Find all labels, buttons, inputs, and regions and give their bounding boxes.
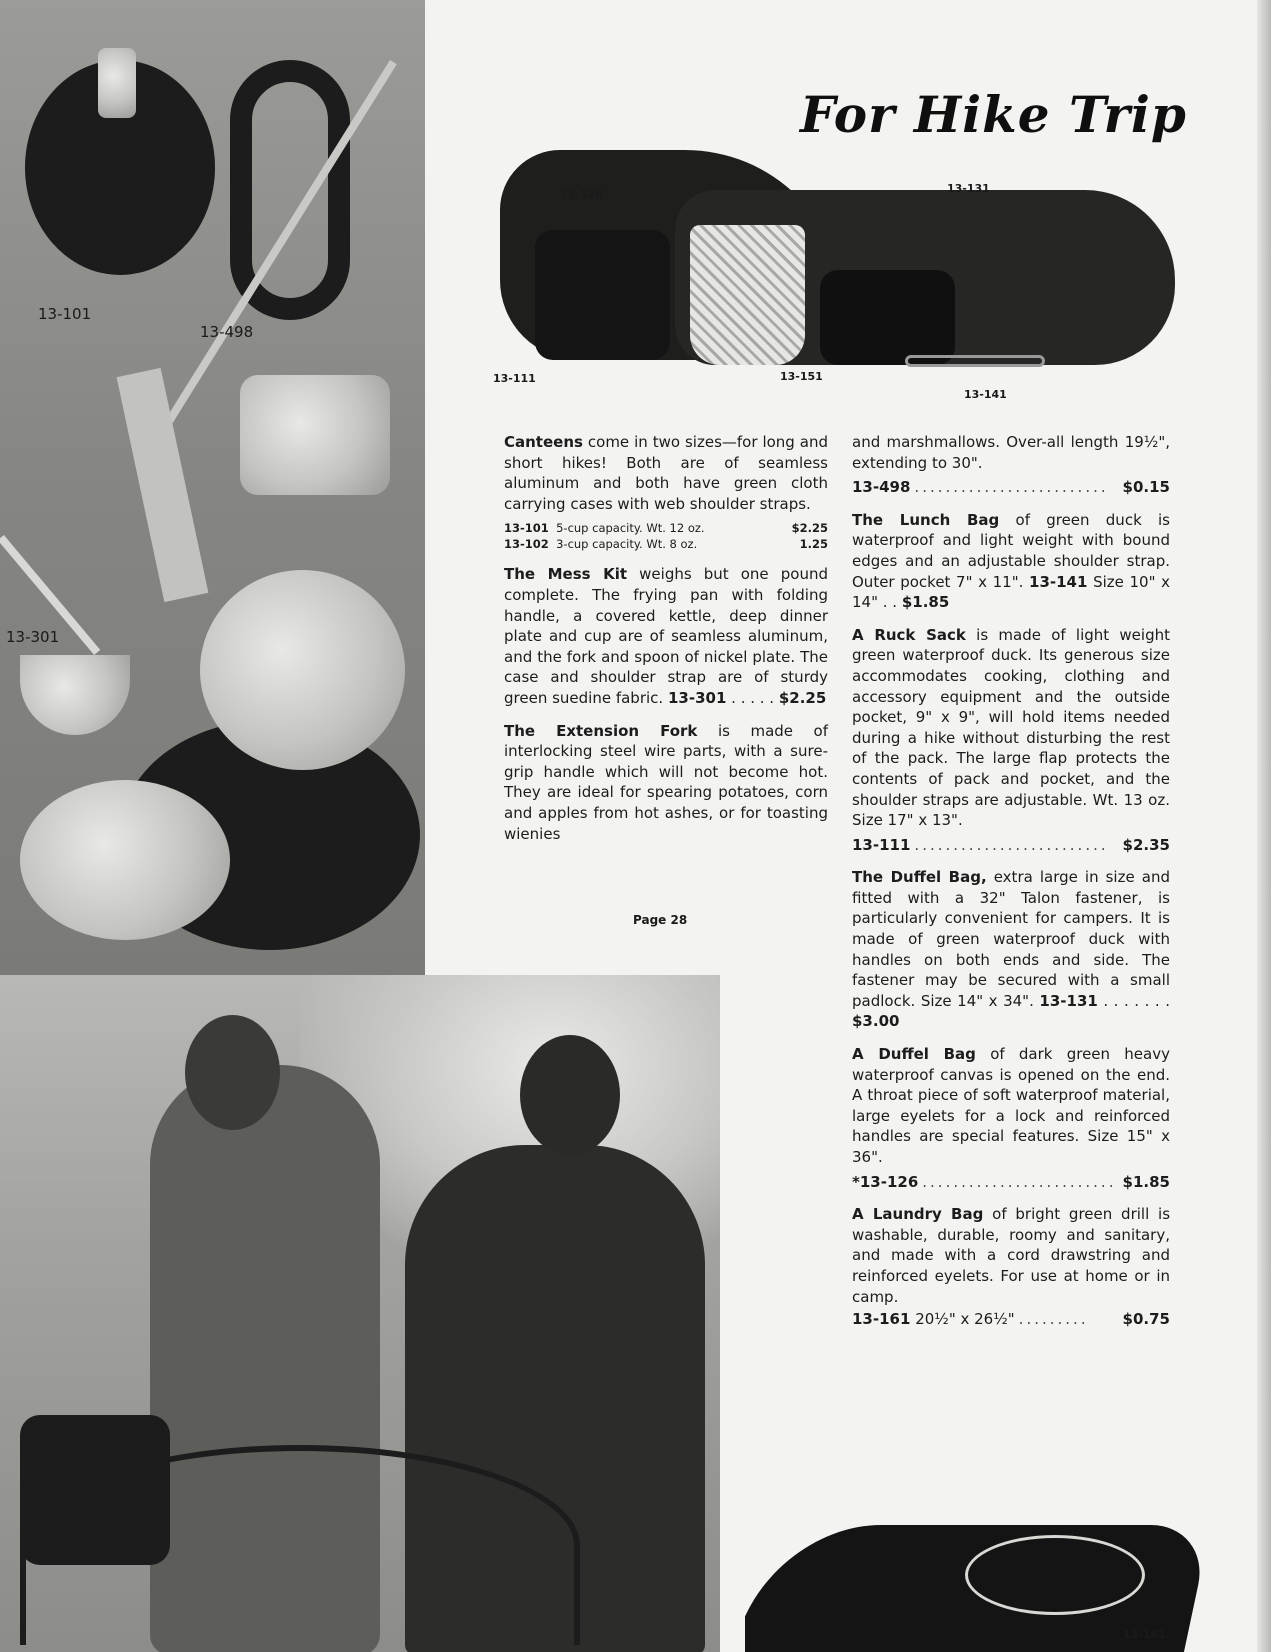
laundry-bag-lead: A Laundry Bag bbox=[852, 1205, 984, 1224]
canteen-row-price: 1.25 bbox=[799, 537, 828, 552]
canteen-row bbox=[504, 536, 828, 552]
scout-right-head bbox=[520, 1035, 620, 1155]
drawstring-image bbox=[965, 1535, 1145, 1615]
canteen-row-desc: 3-cup capacity. Wt. 8 oz. bbox=[556, 537, 698, 552]
duffel-bag-2-paragraph bbox=[852, 1044, 1170, 1168]
kettle-image bbox=[240, 375, 390, 495]
fork-body: is made of interlocking steel wire parts, with a sure-grip handle which will not become hot. They are ideal for spearing potatoes, corn and apples from hot ashes, or for toasting wienies bbox=[504, 721, 829, 843]
ruck-sack-price-line: 13-111 ......................... $2.35 bbox=[852, 835, 1170, 854]
fork-cont-paragraph bbox=[852, 432, 1170, 473]
fork-price-line: 13-498 ......................... $0.15 bbox=[852, 478, 1170, 497]
label-bag-161: 13-161 bbox=[1123, 1628, 1166, 1641]
duffel-bag-2-body: of dark green heavy waterproof canvas is opened on the end. A throat piece of soft waterproof material, large eyelets for a lock and reinforced handles are special features. Size 15" x 36". bbox=[852, 1045, 1170, 1166]
canteen-cap-image bbox=[98, 48, 136, 118]
page-edge bbox=[1257, 0, 1271, 1652]
canteen-price-table bbox=[504, 520, 828, 552]
cup-image bbox=[20, 655, 130, 735]
lunch-bag-paragraph: The Lunch Bag of green duck is waterproof and light weight with bound edges and an adjustable shoulder strap. Outer pocket 7" x 11". 13-141 Size 10" x 14" . . $1.85 bbox=[852, 510, 1170, 612]
fork-code: 13-498 bbox=[852, 478, 911, 497]
mess-kit-price: $2.25 bbox=[778, 688, 827, 707]
mess-kit-lead: The Mess Kit bbox=[504, 565, 628, 584]
page-title: For Hike Trip bbox=[800, 85, 1187, 144]
basket-image bbox=[690, 225, 805, 365]
fork-paragraph bbox=[504, 721, 828, 845]
right-column bbox=[852, 432, 1170, 1330]
canteens-body: come in two sizes—for long and short hikes! Both are of seamless aluminum and both have green cloth carrying cases with web shoulder straps. bbox=[504, 433, 828, 513]
fork-price: $0.15 bbox=[1122, 478, 1170, 497]
fork-cont-body: and marshmallows. Over-all length 19½", extending to 30". bbox=[852, 433, 1170, 472]
mess-kit-code: 13-301 bbox=[667, 688, 727, 707]
label-bag-141: 13-141 bbox=[964, 388, 1007, 401]
duffel-bag-code: 13-131 bbox=[1039, 991, 1098, 1010]
scouts-photo bbox=[0, 975, 720, 1652]
canteen-row-price: $2.25 bbox=[791, 521, 828, 536]
lunch-bag-size: Size 10" x 14" bbox=[852, 572, 1170, 612]
duffel-bag-2-code: *13-126 bbox=[852, 1172, 919, 1191]
canteen-row bbox=[504, 520, 828, 536]
duffel-bag-body: extra large in size and fitted with a 32" Talon fastener, is particularly convenient for campers. It is made of green waterproof duck with handles on both ends and side. The fastener may be secured with a small padlock. Size 14" x 34". bbox=[852, 868, 1170, 1010]
laundry-bag-price-line: 13-161 20½" x 26½" ......... $0.75 bbox=[852, 1310, 1170, 1329]
laundry-bag-paragraph bbox=[852, 1204, 1170, 1307]
page-number: Page 28 bbox=[633, 913, 688, 927]
laundry-bag-code: 13-161 bbox=[852, 1310, 911, 1329]
equipment-photo bbox=[0, 0, 425, 980]
mess-kit-paragraph: The Mess Kit weighs but one pound complete. The frying pan with folding handle, a covered kettle, deep dinner plate and cup are of seamless aluminum, and the fork and spoon of nickel plate. The case and shoulder strap are of sturdy green suedine fabric. 13-301 . . . . . $2.25 bbox=[504, 565, 828, 707]
duffel-bag-lead: The Duffel Bag, bbox=[852, 868, 987, 887]
ruck-sack-paragraph bbox=[852, 625, 1170, 831]
bags-photo bbox=[495, 120, 1185, 385]
middle-column bbox=[504, 432, 828, 856]
label-bag-131: 13-131 bbox=[947, 182, 990, 195]
saddle-bag-image bbox=[20, 1415, 170, 1565]
pan-handle-image bbox=[117, 368, 209, 602]
lunch-bag-price: $1.85 bbox=[901, 593, 950, 612]
duffel-bag-price: $3.00 bbox=[852, 1012, 900, 1031]
laundry-bag-price: $0.75 bbox=[1122, 1310, 1170, 1329]
duffel-bag-2-price-line: *13-126 ......................... $1.85 bbox=[852, 1172, 1170, 1191]
canteen-row-code: 13-102 bbox=[504, 537, 549, 552]
laundry-bag-size: 20½" x 26½" bbox=[915, 1310, 1015, 1329]
plate-image bbox=[20, 780, 230, 940]
canteens-paragraph bbox=[504, 432, 828, 514]
ruck-sack-body: is made of light weight green waterproof duck. Its generous size accommodates cooking, clothing and accessory equipment and the outside pocket, 9" x 9", will hold items needed during a hike without disturbing the rest of the pack. The large flap protects the contents of pack and pocket, and the shoulder straps are adjustable. Wt. 13 oz. Size 17" x 13". bbox=[852, 625, 1170, 830]
ruck-sack-lead: A Ruck Sack bbox=[852, 625, 966, 644]
ruck-sack-image bbox=[535, 230, 670, 360]
lunch-bag-body: of green duck is waterproof and light weight with bound edges and an adjustable shoulder strap. Outer pocket 7" x 11". bbox=[852, 510, 1170, 591]
lunch-bag-code: 13-141 bbox=[1029, 572, 1088, 591]
label-bag-151: 13-151 bbox=[780, 370, 823, 383]
lunch-bag-strap-image bbox=[905, 355, 1045, 367]
label-canteen: 13-101 bbox=[38, 305, 92, 323]
fork-lead: The Extension Fork bbox=[504, 721, 698, 740]
duffel-bag-paragraph: The Duffel Bag, extra large in size and fitted with a 32" Talon fastener, is particularly convenient for campers. It is made of green waterproof duck with handles on both ends and side. The fastener may be secured with a small padlock. Size 14" x 34". 13-131 . . . . . . . $3.00 bbox=[852, 868, 1170, 1031]
canteen-strap-image bbox=[230, 60, 350, 320]
label-fork: 13-498 bbox=[200, 323, 254, 341]
label-bag-126: 13-126 bbox=[560, 188, 603, 201]
lunch-bag-lead: The Lunch Bag bbox=[852, 510, 1000, 529]
laundry-bag-body: of bright green drill is washable, durable, roomy and sanitary, and made with a cord drawstring and reinforced eyelets. For use at home or in camp. bbox=[852, 1205, 1171, 1306]
lunch-bag-image bbox=[820, 270, 955, 365]
duffel-bag-2-lead: A Duffel Bag bbox=[852, 1045, 976, 1064]
canteen-row-desc: 5-cup capacity. Wt. 12 oz. bbox=[556, 521, 705, 536]
duffel-bag-2-price: $1.85 bbox=[1122, 1172, 1170, 1191]
label-bag-111: 13-111 bbox=[493, 372, 536, 385]
label-mess-kit: 13-301 bbox=[6, 628, 60, 646]
ruck-sack-code: 13-111 bbox=[852, 835, 911, 854]
ruck-sack-price: $2.35 bbox=[1122, 835, 1170, 854]
scout-left-head bbox=[185, 1015, 280, 1130]
canteens-lead: Canteens bbox=[504, 433, 583, 451]
mess-kit-body: weighs but one pound complete. The frying pan with folding handle, a covered kettle, deep dinner plate and cup are of seamless aluminum, and the fork and spoon of nickel plate. The case and shoulder strap are of sturdy green suedine fabric. bbox=[504, 565, 828, 707]
frying-pan-image bbox=[200, 570, 405, 770]
canteen-row-code: 13-101 bbox=[504, 521, 549, 536]
